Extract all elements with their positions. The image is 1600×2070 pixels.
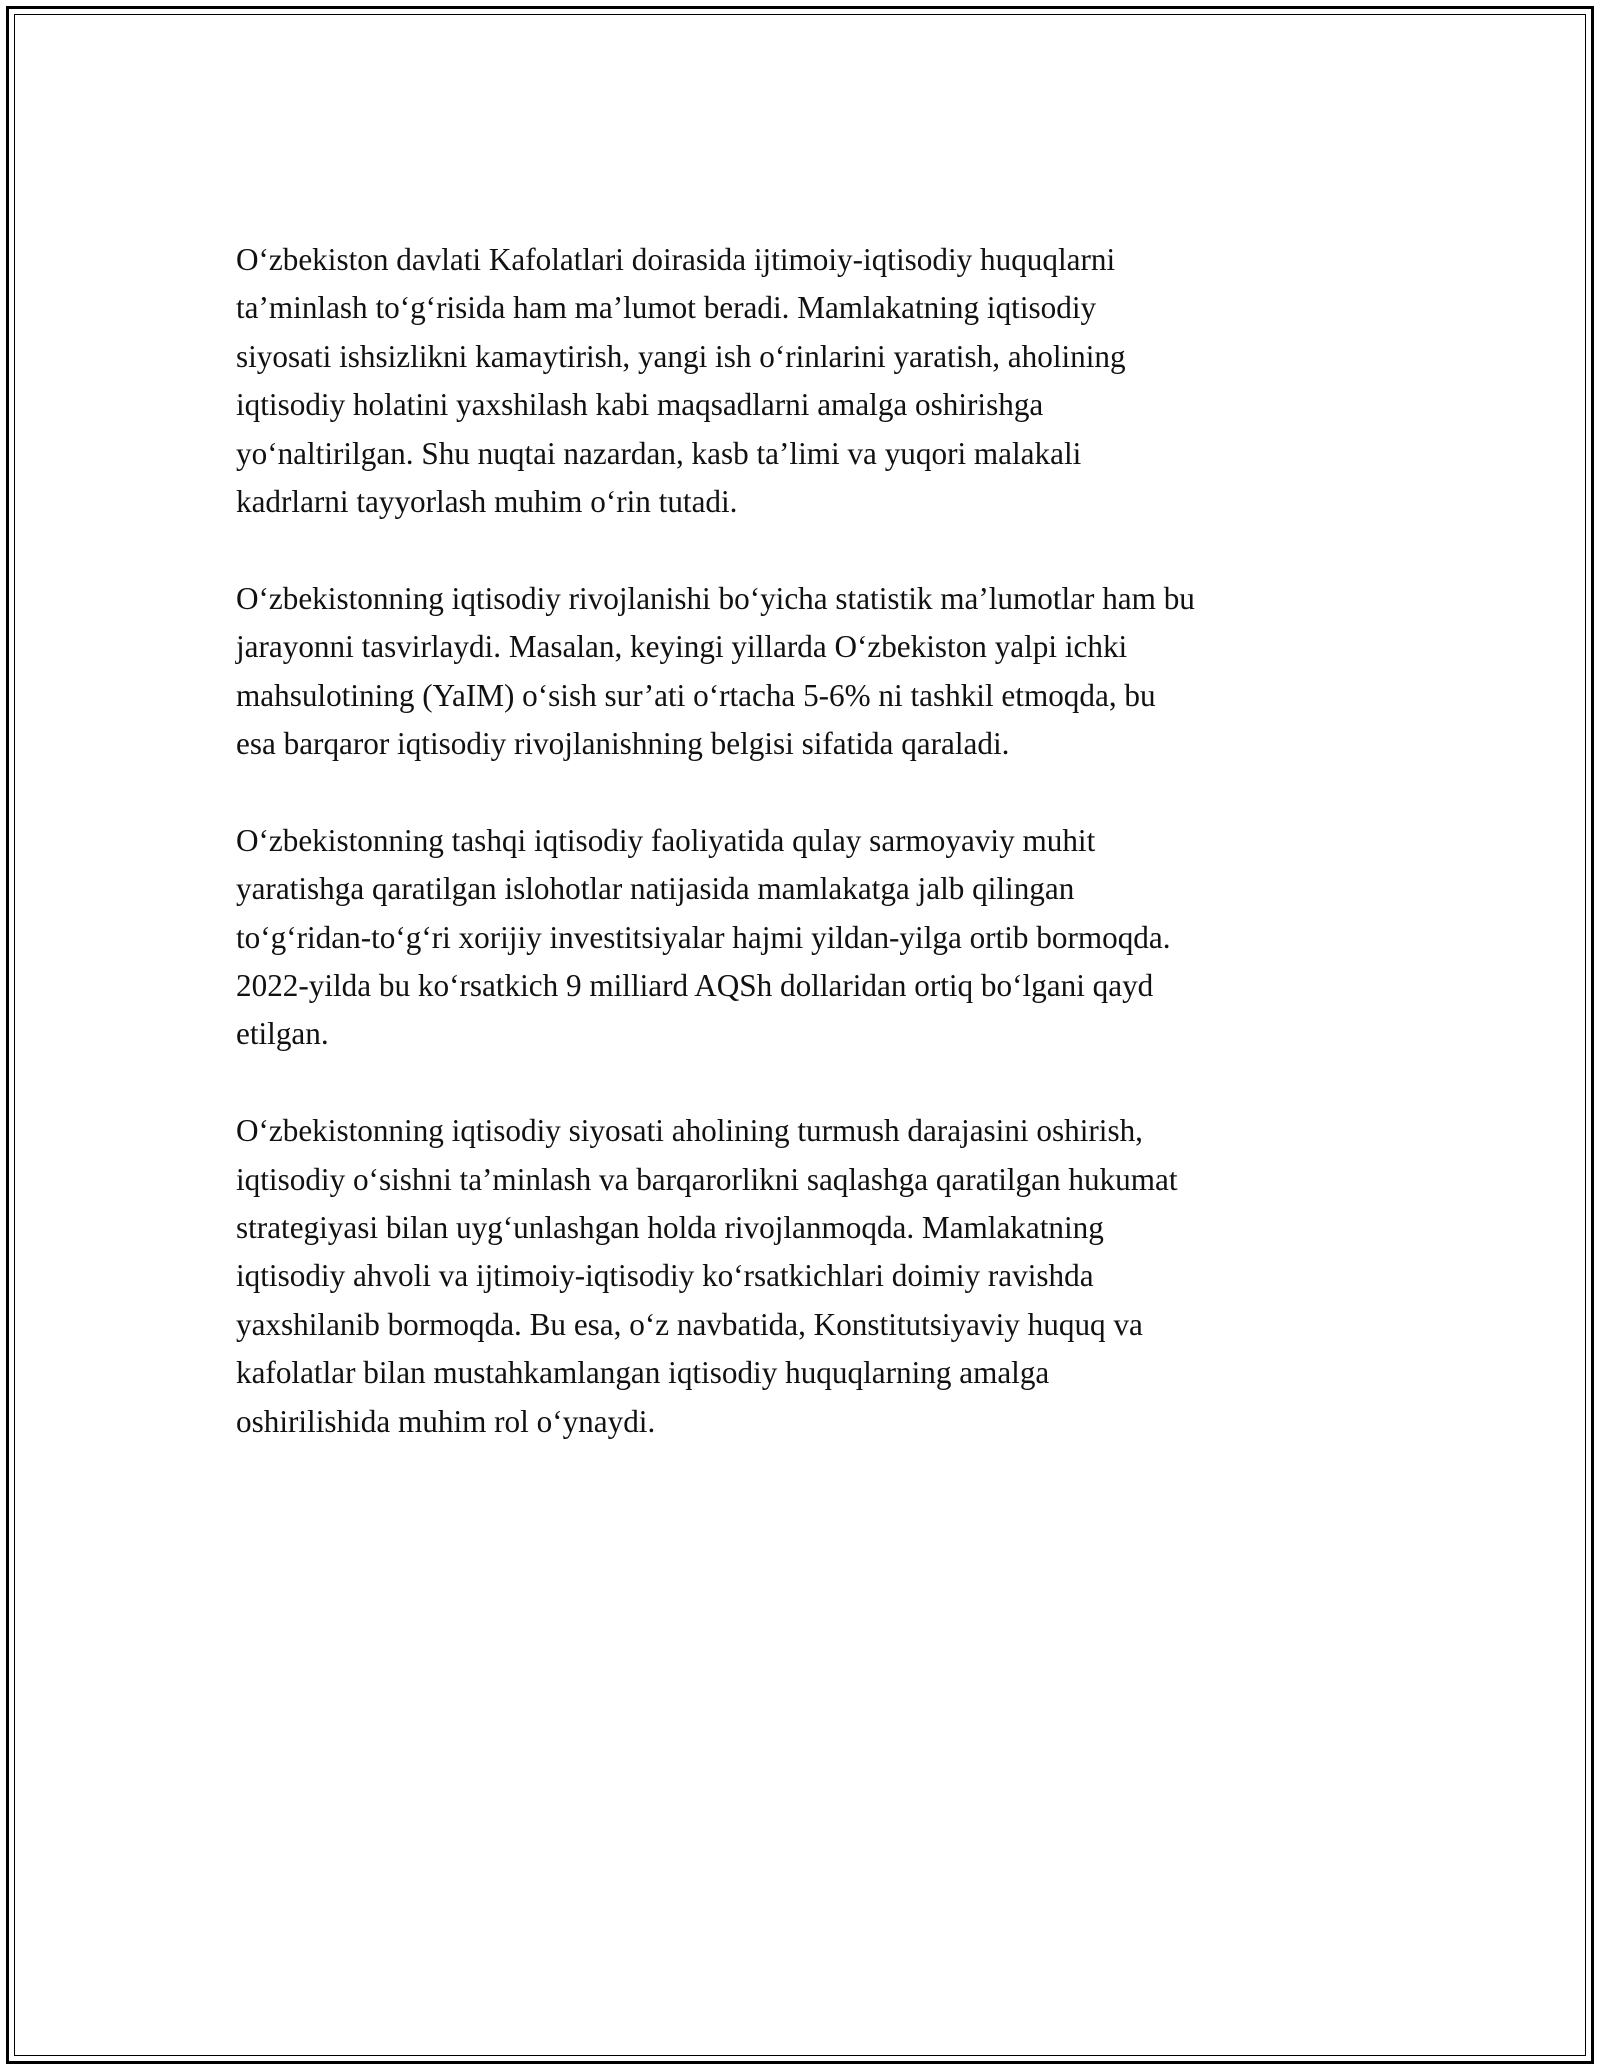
paragraph-4: Oʻzbekistonning iqtisodiy siyosati aholining turmush darajasini oshirish, iqtisodiy oʻsishni ta’minlash va barqarorlikni saqlashga qaratilgan hukumat strategiyasi bilan uygʻunlashgan holda rivojlanmoqda. Mamlakatning iqtisodiy ahvoli va ijtimoiy-iqtisodiy koʻrsatkichlari doimiy ravishda yaxshilanib bormoqda. Bu esa, oʻz navbatida, Konstitutsiyaviy huquq va kafolatlar bilan mustahkamlangan iqtisodiy huquqlarning amalga oshirilishida muhim rol oʻynaydi. [236, 1113, 1178, 1439]
document-body [236, 236, 1376, 1495]
paragraph-1: Oʻzbekiston davlati Kafolatlari doirasida ijtimoiy-iqtisodiy huquqlarni ta’minlash toʻgʻrisida ham ma’lumot beradi. Mamlakatning iqtisodiy siyosati ishsizlikni kamaytirish, yangi ish oʻrinlarini yaratish, aholining iqtisodiy holatini yaxshilash kabi maqsadlarni amalga oshirishga yoʻnaltirilgan. Shu nuqtai nazardan, kasb ta’limi va yuqori malakali kadrlarni tayyorlash muhim oʻrin tutadi. [236, 242, 1126, 520]
paragraph-2: Oʻzbekistonning iqtisodiy rivojlanishi boʻyicha statistik ma’lumotlar ham bu jarayonni tasvirlaydi. Masalan, keyingi yillarda Oʻzbekiston yalpi ichki mahsulotining (YaIM) oʻsish sur’ati oʻrtacha 5-6% ni tashkil etmoqda, bu esa barqaror iqtisodiy rivojlanishning belgisi sifatida qaraladi. [236, 580, 1195, 762]
paragraph-3: Oʻzbekistonning tashqi iqtisodiy faoliyatida qulay sarmoyaviy muhit yaratishga qaratilgan islohotlar natijasida mamlakatga jalb qilingan toʻgʻridan-toʻgʻri xorijiy investitsiyalar hajmi yildan-yilga ortib bormoqda. 2022-yilda bu koʻrsatkich 9 milliard AQSh dollaridan ortiq boʻlgani qayd etilgan. [236, 822, 1171, 1052]
